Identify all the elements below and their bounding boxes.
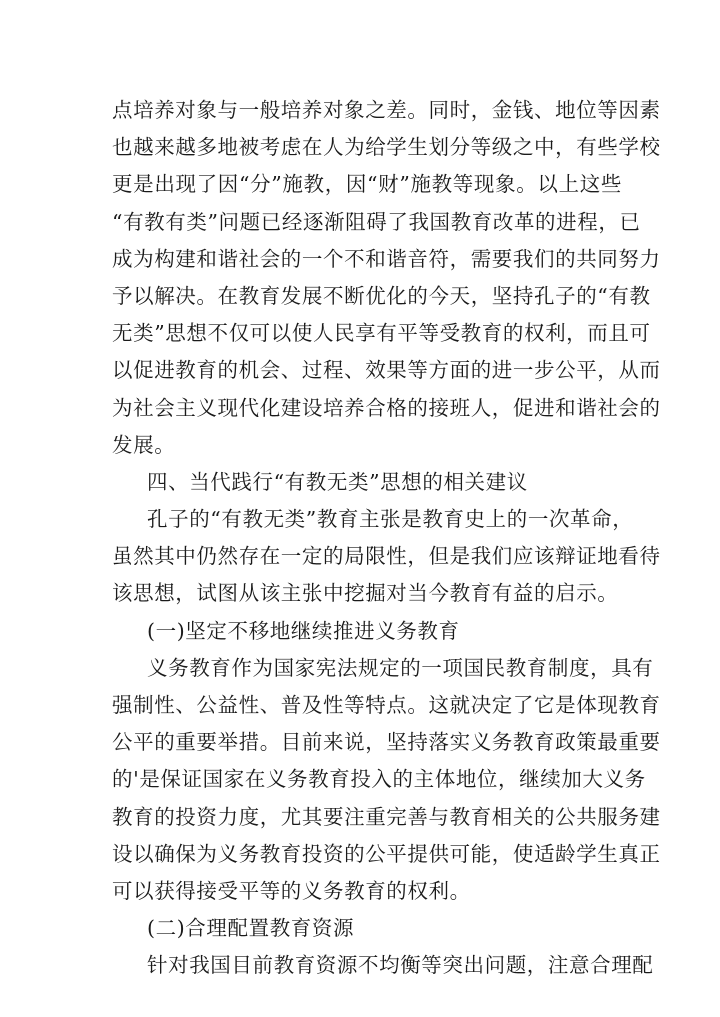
text-line: 针对我国目前教育资源不均衡等突出问题，注意合理配 bbox=[147, 953, 654, 978]
body-text bbox=[112, 92, 661, 985]
text-line: 发展。 bbox=[112, 432, 176, 457]
text-line: 强制性、公益性、普及性等特点。这就决定了它是体现教育 bbox=[112, 693, 661, 717]
text-line: 也越来越多地被考虑在人为给学生划分等级之中，有些学校 bbox=[112, 135, 661, 160]
text-line: 以促进教育的机会、过程、效果等方面的进一步公平，从而 bbox=[112, 358, 661, 383]
text-line: 该思想，试图从该主张中挖掘对当今教育有益的启示。 bbox=[112, 581, 619, 606]
text-line: 义务教育作为国家宪法规定的一项国民教育制度，具有 bbox=[147, 655, 654, 680]
text-line: 成为构建和谐社会的一个不和谐音符，需要我们的共同努力 bbox=[112, 246, 661, 271]
text-line: 的'是保证国家在义务教育投入的主体地位，继续加大义务 bbox=[112, 767, 646, 792]
text-line: 可以获得接受平等的义务教育的权利。 bbox=[112, 878, 471, 903]
text-line: 为社会主义现代化建设培养合格的接班人，促进和谐社会的 bbox=[112, 395, 661, 420]
text-line: 设以确保为义务教育投资的公平提供可能，使适龄学生真正 bbox=[112, 841, 661, 866]
text-line: 无类”思想不仅可以使人民享有平等受教育的权利，而且可 bbox=[112, 321, 651, 346]
text-line: 点培养对象与一般培养对象之差。同时，金钱、地位等因素 bbox=[112, 98, 661, 122]
text-line: 教育的投资力度，尤其要注重完善与教育相关的公共服务建 bbox=[112, 804, 661, 829]
text-line: “有教有类”问题已经逐渐阻碍了我国教育改革的进程，已 bbox=[112, 209, 641, 234]
text-line: 公平的重要举措。目前来说，坚持落实义务教育政策最重要 bbox=[112, 730, 661, 755]
subsection-heading: (二)合理配置教育资源 bbox=[147, 916, 355, 941]
section-heading: 四、当代践行“有教无类”思想的相关建议 bbox=[147, 469, 528, 494]
subsection-heading: (一)坚定不移地继续推进义务教育 bbox=[147, 618, 460, 643]
text-line: 虽然其中仍然存在一定的局限性，但是我们应该辩证地看待 bbox=[112, 544, 661, 569]
text-line: 予以解决。在教育发展不断优化的今天，坚持孔子的“有教 bbox=[112, 283, 651, 308]
text-line: 更是出现了因“分”施教，因“财”施教等现象。以上这些 bbox=[112, 172, 622, 197]
text-line: 孔子的“有教无类”教育主张是教育史上的一次革命， bbox=[147, 507, 634, 532]
